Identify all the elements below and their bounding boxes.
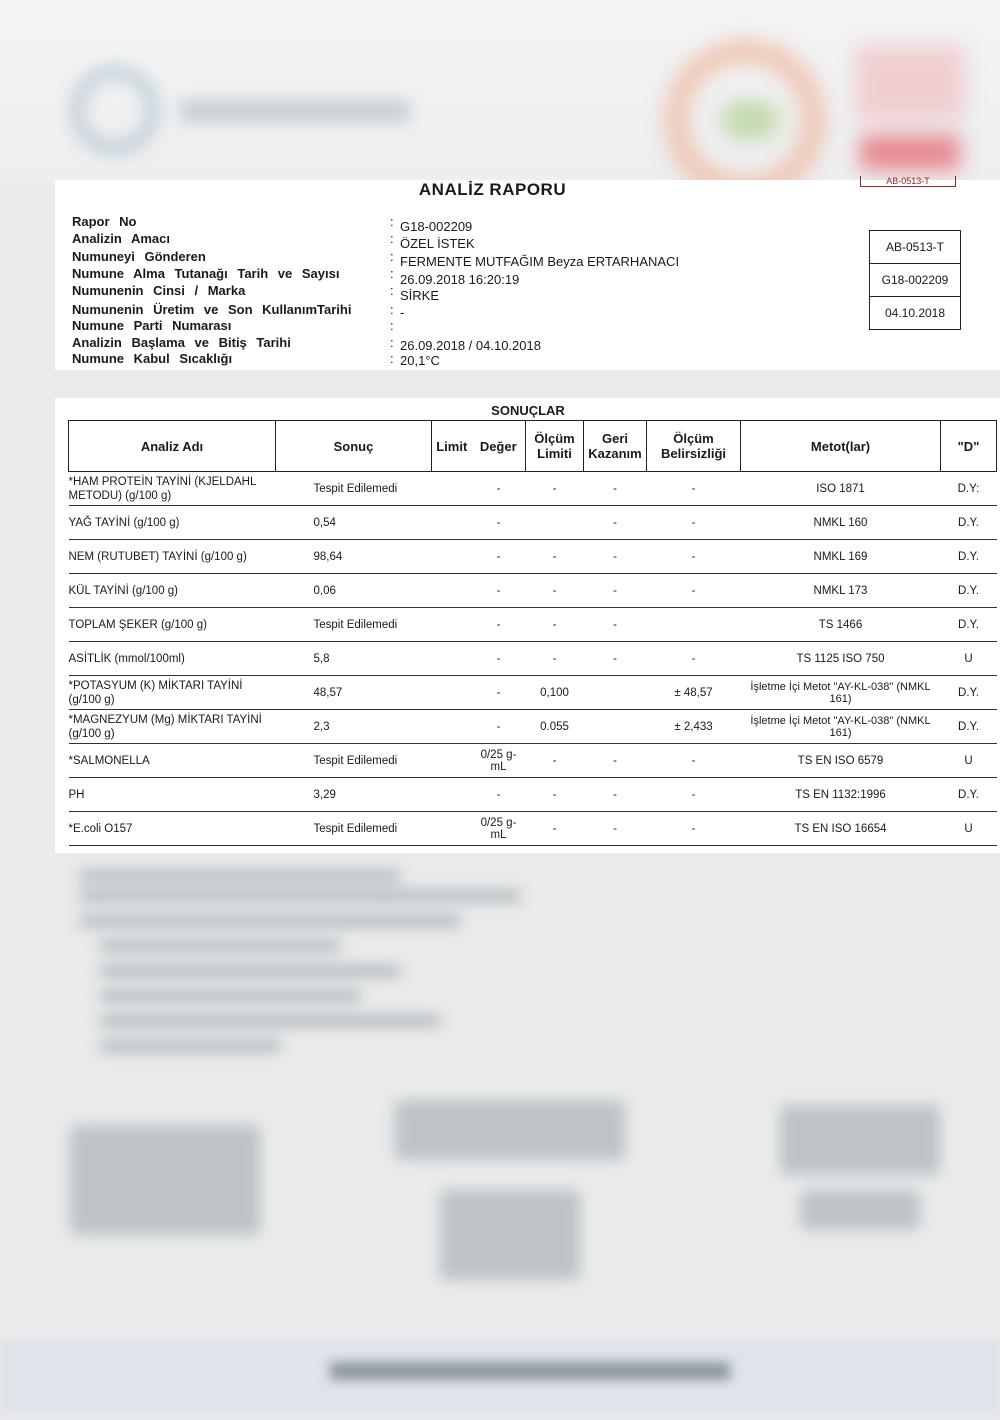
report-date: 04.10.2018 [884,306,946,320]
cell-geri-kazanim: - [584,574,647,608]
cell-metot: TS EN ISO 16654 [741,812,941,846]
blurred-footer-notes [60,860,960,1420]
cell-sonuc: Tespit Edilemedi [276,472,432,506]
header-metotlar: Metot(lar) [741,421,941,472]
cell-name: NEM (RUTUBET) TAYİNİ (g/100 g) [69,540,276,574]
cell-deger: - [472,642,526,676]
table-row [69,642,997,676]
cell-olcum-limiti: - [526,574,584,608]
cell-d: D.Y. [941,506,997,540]
cell-name: TOPLAM ŞEKER (g/100 g) [69,608,276,642]
cell-olcum-limiti: - [526,642,584,676]
cell-geri-kazanim: - [584,642,647,676]
cell-belirsizlik: ± 48,57 [647,676,741,710]
cell-deger: - [472,778,526,812]
cell-deger: - [472,710,526,744]
header-limit: Limit [432,421,472,472]
cell-name: *SALMONELLA [69,744,276,778]
cell-olcum-limiti: - [526,608,584,642]
cell-geri-kazanim [584,676,647,710]
cell-olcum-limiti: - [526,472,584,506]
cell-metot: NMKL 173 [741,574,941,608]
cell-geri-kazanim: - [584,744,647,778]
cell-belirsizlik: ± 2,433 [647,710,741,744]
cell-deger: - [472,676,526,710]
cell-d: U [941,812,997,846]
form-code: AB-0513-T [870,231,960,264]
cell-belirsizlik: - [647,744,741,778]
cell-limit [432,574,472,608]
cell-d: D.Y. [941,608,997,642]
header-olcum-belirsizligi: Ölçüm Belirsizliği [647,421,741,472]
cell-belirsizlik: - [647,506,741,540]
form-code-tag: AB-0513-T [860,176,956,187]
cell-limit [432,472,472,506]
cell-metot: TS 1125 ISO 750 [741,642,941,676]
cell-limit [432,540,472,574]
cell-olcum-limiti: 0,100 [526,676,584,710]
table-row [69,812,997,846]
cell-limit [432,676,472,710]
cell-sonuc: 48,57 [276,676,432,710]
cell-sonuc: Tespit Edilemedi [276,608,432,642]
results-table [68,420,997,846]
cell-deger: 0/25 g-mL [472,744,526,778]
table-row [69,710,997,744]
cell-belirsizlik: - [647,540,741,574]
red-stamp [850,40,970,175]
cell-geri-kazanim: - [584,540,647,574]
cell-deger: - [472,506,526,540]
cell-d: U [941,642,997,676]
cell-name: KÜL TAYİNİ (g/100 g) [69,574,276,608]
cell-geri-kazanim: - [584,506,647,540]
cell-limit [432,744,472,778]
table-row [69,744,997,778]
table-row [69,574,997,608]
cell-belirsizlik: - [647,574,741,608]
cell-sonuc: 98,64 [276,540,432,574]
cell-olcum-limiti: - [526,744,584,778]
cell-limit [432,642,472,676]
cell-deger: - [472,472,526,506]
cell-geri-kazanim [584,710,647,744]
cell-d: D.Y. [941,676,997,710]
cell-limit [432,778,472,812]
cell-belirsizlik: - [647,642,741,676]
cell-geri-kazanim: - [584,608,647,642]
cell-name: *HAM PROTEİN TAYİNİ (KJELDAHL METODU) (g/100 g) [69,472,276,506]
table-row [69,540,997,574]
cell-deger: - [472,574,526,608]
cell-olcum-limiti: - [526,778,584,812]
cell-metot: NMKL 169 [741,540,941,574]
cell-geri-kazanim: - [584,778,647,812]
cell-sonuc: 2,3 [276,710,432,744]
cell-sonuc: 3,29 [276,778,432,812]
cell-deger: - [472,540,526,574]
cell-metot: TS 1466 [741,608,941,642]
cell-olcum-limiti: - [526,540,584,574]
cell-name: ASİTLİK (mmol/100ml) [69,642,276,676]
cell-belirsizlik: - [647,472,741,506]
cell-name: *E.coli O157 [69,812,276,846]
cell-olcum-limiti: 0.055 [526,710,584,744]
header-d: "D" [941,421,997,472]
cell-sonuc: Tespit Edilemedi [276,812,432,846]
cell-limit [432,812,472,846]
cell-geri-kazanim: - [584,472,647,506]
cell-metot: ISO 1871 [741,472,941,506]
cell-sonuc: 0,06 [276,574,432,608]
cell-deger: 0/25 g-mL [472,812,526,846]
cell-belirsizlik: - [647,812,741,846]
cell-olcum-limiti [526,506,584,540]
header-analiz-adi: Analiz Adı [69,421,276,472]
report-id-box [869,230,961,330]
cell-d: U [941,744,997,778]
cell-d: D.Y. [941,778,997,812]
cell-metot: NMKL 160 [741,506,941,540]
cell-name: *MAGNEZYUM (Mg) MİKTARI TAYİNİ (g/100 g) [69,710,276,744]
header-deger: Değer [472,421,526,472]
table-row [69,472,997,506]
cell-geri-kazanim: - [584,812,647,846]
cell-name: PH [69,778,276,812]
header-sonuc: Sonuç [276,421,432,472]
report-title: ANALİZ RAPORU [418,180,567,199]
cell-name: YAĞ TAYİNİ (g/100 g) [69,506,276,540]
cell-metot: TS EN ISO 6579 [741,744,941,778]
report-number: G18-002209 [870,264,960,297]
cell-metot: İşletme İçi Metot "AY-KL-038" (NMKL 161) [741,710,941,744]
table-row [69,778,997,812]
cell-deger: - [472,608,526,642]
lab-logo [60,55,420,165]
accreditation-seal [665,40,825,160]
cell-limit [432,608,472,642]
page-footer [0,1340,1000,1414]
table-row [69,608,997,642]
table-row [69,506,997,540]
cell-d: D.Y. [941,710,997,744]
header-olcum-limiti: Ölçüm Limiti [526,421,584,472]
cell-sonuc: 5,8 [276,642,432,676]
table-row [69,676,997,710]
cell-sonuc: 0,54 [276,506,432,540]
results-title: SONUÇLAR [491,403,565,418]
cell-limit [432,710,472,744]
header-geri-kazanim: Geri Kazanım [584,421,647,472]
cell-limit [432,506,472,540]
cell-olcum-limiti: - [526,812,584,846]
cell-belirsizlik: - [647,778,741,812]
cell-d: D.Y: [941,472,997,506]
cell-metot: İşletme İçi Metot "AY-KL-038" (NMKL 161) [741,676,941,710]
cell-d: D.Y. [941,540,997,574]
cell-name: *POTASYUM (K) MİKTARI TAYİNİ (g/100 g) [69,676,276,710]
cell-sonuc: Tespit Edilemedi [276,744,432,778]
cell-belirsizlik [647,608,741,642]
cell-d: D.Y. [941,574,997,608]
cell-metot: TS EN 1132:1996 [741,778,941,812]
